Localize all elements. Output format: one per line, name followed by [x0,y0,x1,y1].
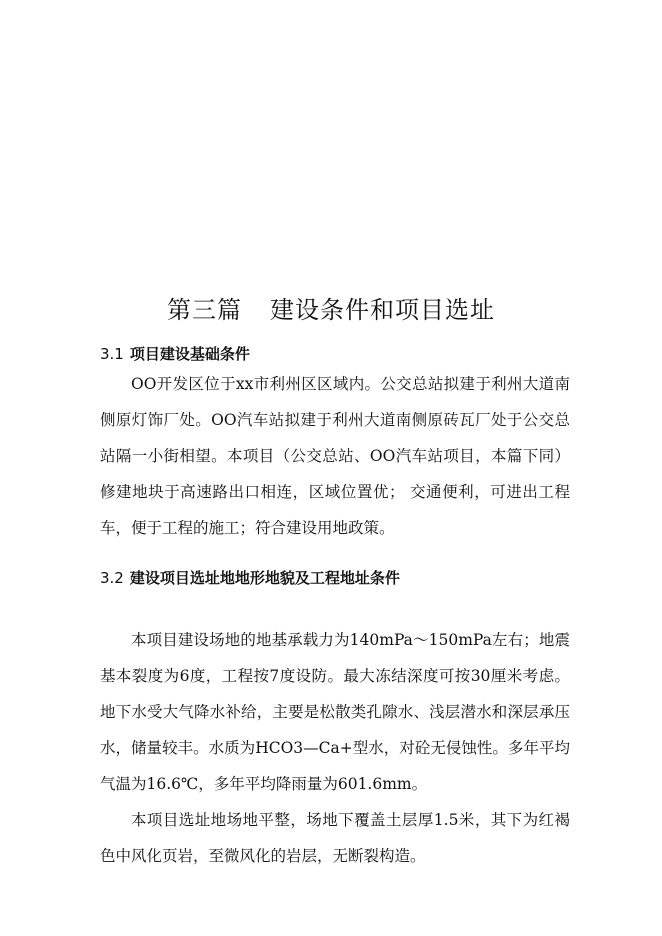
section-heading-text: 建设项目选址地地形地貌及工程地址条件 [129,569,400,587]
chapter-title [0,294,662,326]
section-3-2 [100,568,570,874]
section-number: 3.1 [100,345,124,363]
chapter-title-text: 建设条件和项目选址 [270,296,495,324]
paragraph: OO开发区位于xx市利州区区域内。公交总站拟建于利州大道南侧原灯饰厂处。OO汽车站拟建于利州大道南侧原砖瓦厂处于公交总站隔一小街相望。本项目（公交总站、OO汽车站项目，本篇下同）修建地块于高速路出口相连，区域位置优； 交通便利，可进出工程车，便于工程的施工；符合建设用地政策。 [100,375,570,537]
paragraph: 本项目建设场地的地基承载力为140mPa～150mPa左右；地震基本裂度为6度，工程按7度设防。最大冻结深度可按30厘米考虑。地下水受大气降水补给，主要是松散类孔隙水、浅层潜水和深层承压水，储量较丰。水质为HCO3—Ca+型水，对砼无侵蚀性。多年平均气温为16.6℃，多年平均降雨量为601.6mm。 [100,631,570,793]
section-3-1 [100,344,570,546]
chapter-label: 第三篇 [167,296,242,324]
section-heading [100,568,570,588]
section-heading-text: 项目建设基础条件 [129,345,250,363]
section-heading [100,344,570,364]
section-number: 3.2 [100,569,124,587]
paragraph: 本项目选址地场地平整，场地下覆盖土层厚1.5米，其下为红褐色中风化页岩，至微风化的岩层，无断裂构造。 [100,811,570,865]
